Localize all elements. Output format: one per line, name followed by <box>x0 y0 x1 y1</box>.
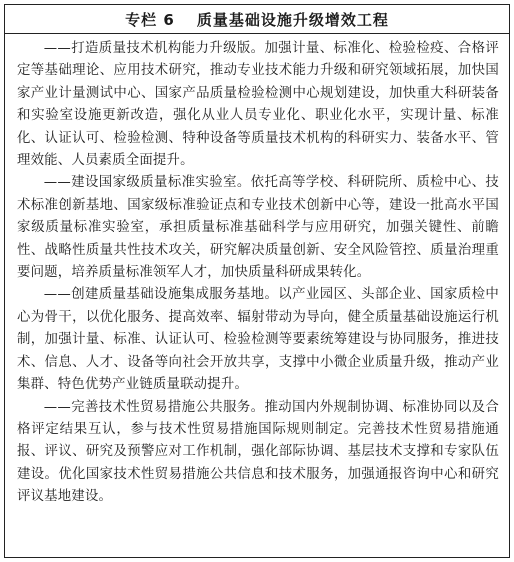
paragraph-trade-measures: ——完善技术性贸易措施公共服务。推动国内外规制协调、标准协同以及合格评定结果互认，参与技术性贸易措施国际规则制定。完善技术性贸易措施通报、评议、研究及预警应对工作机制，强化部际协调、基层技术支撑和专家队伍建设。优化国家技术性贸易措施公共信息和技术服务，加强通报咨询中心和研究评议基地建设。 <box>17 399 499 505</box>
paragraph-quality-institutions: ——打造质量技术机构能力升级版。加强计量、标准化、检验检疫、合格评定等基础理论、应用技术研究，推动专业技术能力升级和研究领域拓展，加快国家产业计量测试中心、国家产品质量检验检测中心规划建设，加快重大科研装备和实验室设施更新改造，强化从业人员专业化、职业化水平，实现计量、标准化、认证认可、检验检测、特种设备等质量技术机构的科研实力、装备水平、管理效能、人员素质全面提升。 <box>17 41 499 169</box>
column-title: 质量基础设施升级增效工程 <box>196 10 389 29</box>
column-box <box>4 4 510 558</box>
paragraph-service-bases: ——创建质量基础设施集成服务基地。以产业园区、头部企业、国家质检中心为骨干，以优化服务、提高效率、辐射带动为导向，健全质量基础设施运行机制，加强计量、标准、认证认可、检验检测等要素统筹建设与协同服务，推进技术、信息、人才、设备等向社会开放共享，支撑中小微企业质量升级，推动产业集群、特色优势产业链质量联动提升。 <box>17 287 499 393</box>
column-label: 专栏 6 <box>125 10 175 29</box>
column-header <box>5 5 509 34</box>
paragraph-standard-laboratories: ——建设国家级质量标准实验室。依托高等学校、科研院所、质检中心、技术标准创新基地、国家级标准验证点和专业技术创新中心等，建设一批高水平国家级质量标准实验室，承担质量标准基础科学与应用研究，加强关键性、前瞻性、战略性质量共性技术攻关，研究解决质量创新、安全风险管控、质量治理重要问题，培养质量标准领军人才，加快质量科研成果转化。 <box>17 175 499 281</box>
column-body <box>5 34 509 509</box>
